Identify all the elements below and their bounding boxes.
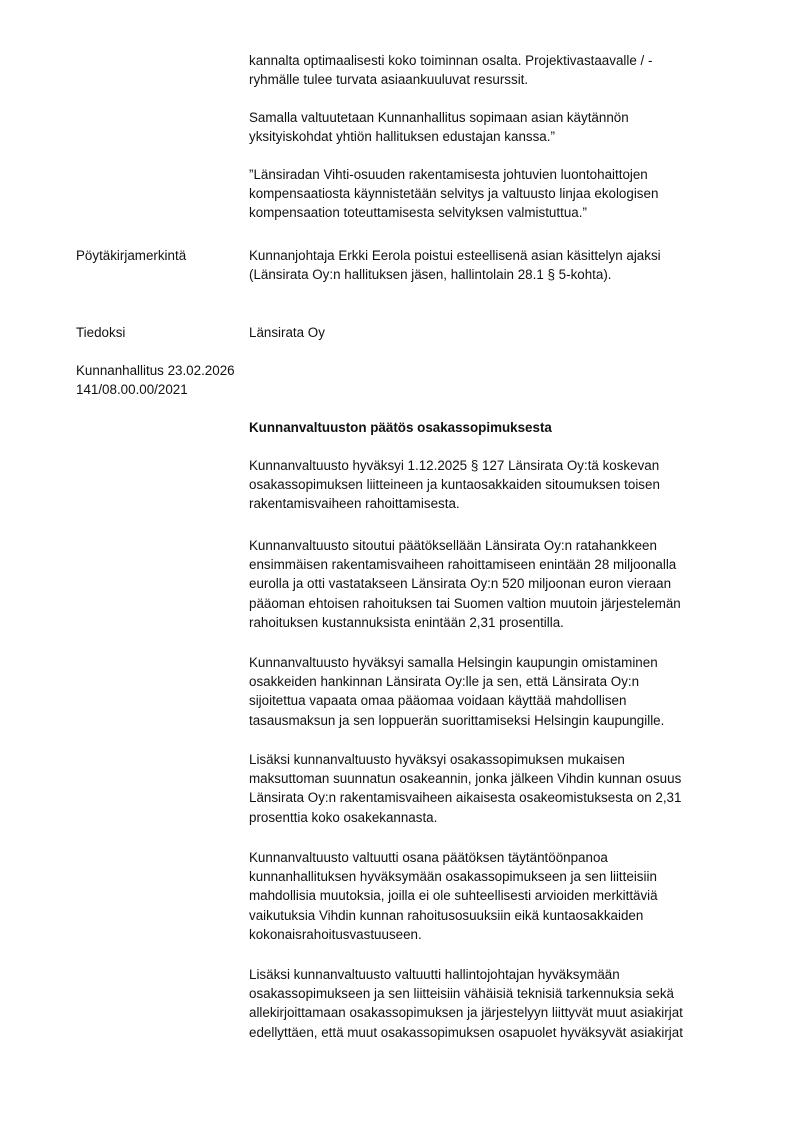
- text-line: tasausmaksun ja sen loppuerän suorittamiseksi Helsingin kaupungille.: [249, 712, 665, 728]
- section-paragraph-6: [249, 965, 719, 1042]
- for-information-label: Tiedoksi: [76, 325, 126, 340]
- section-paragraph-4: [249, 750, 719, 827]
- text-line: rahoituksen kustannuksista enintään 2,31 prosentilla.: [249, 614, 564, 630]
- text-line: kokonaisrahoitusvastuuseen.: [249, 926, 422, 942]
- text-line: Kunnanjohtaja Erkki Eerola poistui esteellisenä asian käsittelyn ajaksi: [249, 248, 661, 263]
- section-paragraph-1: [249, 456, 719, 514]
- text-line: osakkeiden hankinnan Länsirata Oy:lle ja sen, että Länsirata Oy:n: [249, 674, 640, 690]
- text-line: yksityiskohdat yhtiön hallituksen edustajan kanssa.”: [249, 129, 555, 145]
- text-line: edellyttäen, että muut osakassopimuksen osapuolet hyväksyvät asiakirjat: [249, 1024, 683, 1040]
- text-line: pääoman ehtoisen rahoituksen tai Suomen valtion muutoin järjestelemän: [249, 595, 681, 611]
- minutes-note-label: Pöytäkirjamerkintä: [76, 248, 187, 263]
- text-line: eurolla ja otti vastatakseen Länsirata Oy:n 520 miljoonan euron vieraan: [249, 576, 672, 592]
- text-line: Lisäksi kunnanvaltuusto valtuutti hallintojohtajan hyväksymään: [249, 967, 620, 982]
- text-line: rakentamisvaiheen rahoittamisesta.: [249, 496, 460, 512]
- text-line: sijoitettua vapaata omaa pääomaa voidaan käyttää mahdollisen: [249, 693, 627, 709]
- text-line: mahdollisia muutoksia, joilla ei ole suhteellisesti arvioiden merkittäviä: [249, 888, 658, 904]
- meeting-body-date: Kunnanhallitus 23.02.2026: [76, 363, 235, 378]
- for-information-value: Länsirata Oy: [249, 325, 325, 340]
- text-line: Länsirata Oy:n rakentamisvaiheen aikaisesta osakeomistuksesta on 2,31: [249, 790, 682, 806]
- section-paragraph-3: [249, 653, 719, 730]
- section-paragraph-2: [249, 536, 719, 632]
- text-line: Lisäksi kunnanvaltuusto hyväksyi osakassopimuksen mukaisen: [249, 752, 625, 767]
- text-line: osakassopimukseen ja sen liitteisiin vähäisiä teknisiä tarkennuksia sekä: [249, 986, 675, 1002]
- section-paragraph-5: [249, 848, 719, 944]
- text-line: osakassopimuksen liitteineen ja kuntaosakkaiden sitoumuksen toisen: [249, 477, 660, 493]
- text-line: kompensaatiosta käynnistetään selvitys ja valtuusto linjaa ekologisen: [249, 186, 659, 202]
- text-line: Kunnanvaltuusto hyväksyi 1.12.2025 § 127 Länsirata Oy:tä koskevan: [249, 458, 660, 473]
- text-line: kompensaation toteuttamisesta selvityksen valmistuttua.”: [249, 205, 587, 221]
- text-line: vaikutuksia Vihdin kunnan rahoitusosuuksiin eikä kuntaosakkaiden: [249, 907, 644, 923]
- intro-paragraph-3: [249, 165, 719, 223]
- intro-paragraph-2: [249, 108, 719, 146]
- text-line: ensimmäisen rakentamisvaiheen rahoittamiseen enintään 28 miljoonalla: [249, 557, 677, 573]
- meeting-reference: 141/08.00.00/2021: [76, 382, 188, 397]
- section-heading: Kunnanvaltuuston päätös osakassopimuksesta: [249, 420, 552, 435]
- minutes-note-text: [249, 246, 719, 284]
- text-line: Samalla valtuutetaan Kunnanhallitus sopimaan asian käytännön: [249, 110, 629, 125]
- intro-paragraph-1: [249, 51, 719, 89]
- text-line: maksuttoman suunnatun osakeannin, jonka jälkeen Vihdin kunnan osuus: [249, 771, 682, 787]
- text-line: ryhmälle tulee turvata asiaankuuluvat resurssit.: [249, 72, 529, 88]
- text-line: Kunnanvaltuusto valtuutti osana päätöksen täytäntöönpanoa: [249, 850, 608, 865]
- text-line: Kunnanvaltuusto sitoutui päätöksellään Länsirata Oy:n ratahankkeen: [249, 538, 657, 553]
- text-line: ”Länsiradan Vihti-osuuden rakentamisesta johtuvien luontohaittojen: [249, 167, 648, 182]
- text-line: kunnanhallituksen hyväksymään osakassopimukseen ja sen liitteisiin: [249, 869, 657, 885]
- text-line: allekirjoittamaan osakassopimuksen ja järjestelyyn liittyvät muut asiakirjat: [249, 1005, 683, 1021]
- text-line: prosenttia koko osakekannasta.: [249, 809, 438, 825]
- text-line: Kunnanvaltuusto hyväksyi samalla Helsingin kaupungin omistaminen: [249, 655, 658, 670]
- text-line: (Länsirata Oy:n hallituksen jäsen, hallintolain 28.1 § 5-kohta).: [249, 267, 612, 283]
- text-line: kannalta optimaalisesti koko toiminnan osalta. Projektivastaavalle / -: [249, 53, 653, 68]
